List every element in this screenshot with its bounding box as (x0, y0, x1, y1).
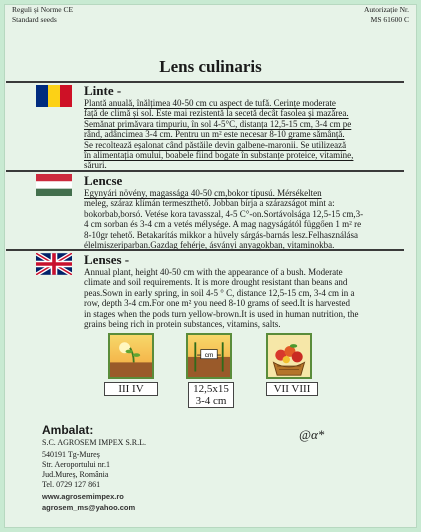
text-line: grains being rich in protein substances, vitamins, salts. (84, 319, 281, 330)
text-line: meleg, száraz klímán termeszthető. Jobban bírja a szárazságot mint a: (84, 198, 335, 209)
text-line: row, depth 3-4 cm.For one m² you need 8-10 grams of seed.It is harvested (84, 298, 351, 309)
text-line: in stages when the pods turn yellow-brown.It is used in human nutrition, the (84, 308, 359, 319)
section-body (84, 98, 402, 171)
website-link[interactable]: www.agrosemimpex.ro (42, 492, 124, 501)
text-line: săruri. (84, 160, 107, 171)
text-line: Plantă anuală, înălțimea 40-50 cm cu aspect de tufă. Cerințe moderate (84, 98, 336, 108)
address-line: 540191 Tg-Mureș (42, 450, 100, 459)
text-line: față de climă și sol. Este mai rezistentă la secetă decât fasolea și mazărea. (84, 108, 349, 119)
sowing-time-label: III IV (104, 382, 158, 396)
header-right-line: MS 61600 C (370, 15, 409, 24)
divider (6, 249, 404, 251)
text-line: rând, adâncimea 3-4 cm. Pentru un m² este necesar 8-10 grame sămânță. (84, 129, 345, 140)
header-left-line: Reguli și Norme CE (12, 5, 74, 14)
header-right (364, 5, 409, 25)
spacing-label (188, 382, 234, 408)
page-title: Lens culinaris (159, 57, 262, 76)
header-left (12, 5, 73, 25)
phone-line: Tel. 0729 127 861 (42, 480, 101, 489)
section-heading: Lencse (84, 173, 123, 188)
section-romanian (84, 84, 402, 171)
text-line: bokorbab,borsó. Vetése kora tavasszal, 4-5 C°-on.Sortávolsága 12,5-15 cm,3- (84, 208, 364, 219)
address-line: Jud.Mureș, România (42, 470, 109, 479)
company-name: S.C. AGROSEM IMPEX S.R.L. (42, 438, 147, 447)
romania-flag-icon (36, 85, 72, 107)
sowing-time-icon (108, 333, 154, 379)
section-body (84, 267, 402, 329)
spacing-icon (186, 333, 232, 379)
text-line: climate and soil requirements. It is more drought resistant than beans and (84, 277, 348, 288)
trademark-mark: @α* (299, 427, 325, 442)
header-left-line: Standard seeds (12, 15, 57, 24)
text-line: 8-10gr tehető. Betakarítás mikkor a hüvely sárgás-barnás lesz.Felhasználása (84, 229, 358, 240)
section-body (84, 188, 402, 250)
address-line: Str. Aeroportului nr.1 (42, 460, 110, 469)
text-line: peas.Sown in early spring, in soil 4-5 ° C, distance 12,5-15 cm, 3-4 cm in a (84, 287, 355, 298)
text-line: Semănat primăvara timpuriu, în sol 4-5°C, distanța 12,5-15 cm, 3-4 cm pe (84, 118, 352, 129)
section-heading: Lenses - (84, 252, 130, 267)
section-hungarian (84, 174, 402, 250)
text-line: Annual plant, height 40-50 cm with the appearance of a bush. Moderate (84, 267, 343, 277)
packaging-heading: Ambalat: (42, 423, 94, 437)
harvest-icon (266, 333, 312, 379)
text-line: élelmiszeriparban.Gazdag fehérje, ásványi anyagokban, vitaminokba. (84, 240, 335, 251)
text-line: în alimentația omului, boabele fiind bogate în substanțe proteice, vitamine, (84, 150, 354, 161)
spacing-icon-unit: cm (204, 351, 214, 359)
harvest-label: VII VIII (266, 382, 318, 396)
divider (6, 81, 404, 83)
section-heading: Linte - (84, 83, 122, 98)
text-line: 4 cm sorban és 3-4 cm a vetés mélysége. A mag nagyságától függően 1 m² re (84, 219, 362, 230)
section-english (84, 253, 402, 329)
divider (6, 170, 404, 172)
hungary-flag-icon (36, 174, 72, 196)
text-line: Egynyári növény, magassága 40-50 cm,bokor típusú. Mérsékelten (84, 188, 322, 198)
uk-flag-icon (36, 253, 72, 275)
spacing-distance: 12,5x15 (193, 383, 229, 395)
spacing-depth: 3-4 cm (195, 395, 227, 407)
text-line: Se recoltează eșalonat când păstăile devin galbene-maronii. Se utilizează (84, 139, 347, 150)
header-right-line: Autorizație Nr. (364, 5, 409, 14)
email-link[interactable]: agrosem_ms@yahoo.com (42, 503, 136, 512)
